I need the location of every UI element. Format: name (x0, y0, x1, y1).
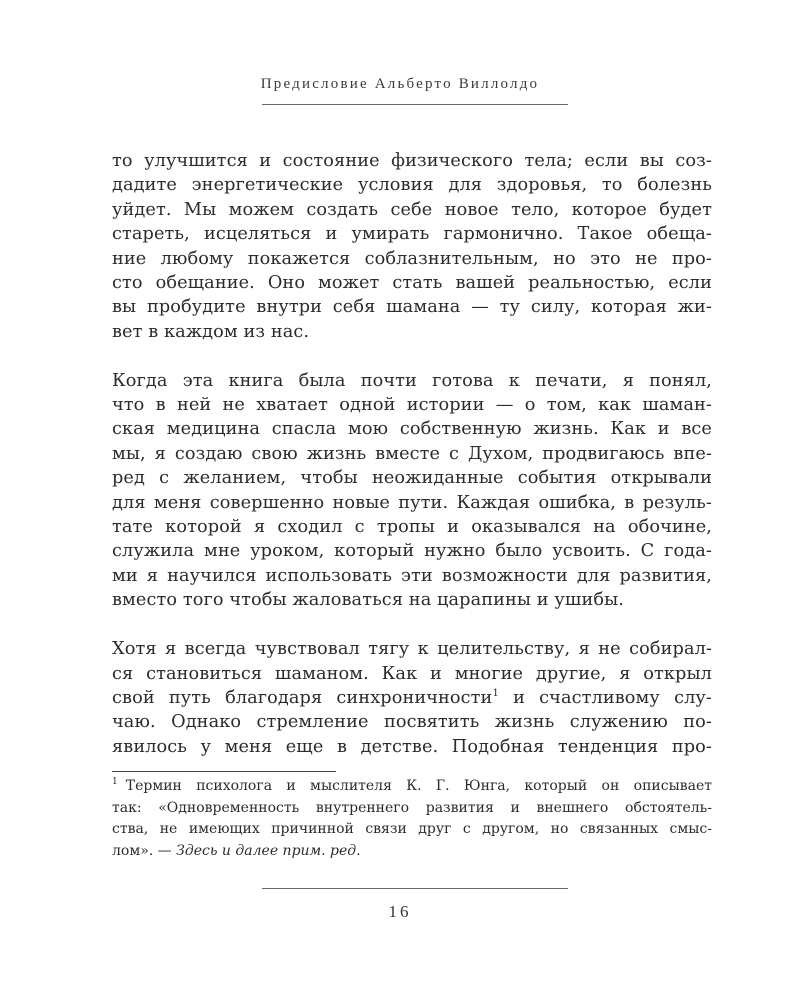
footnote-marker: 1 (112, 777, 118, 788)
footnote (112, 776, 712, 862)
text-line: ред с желанием, чтобы неожиданные события открывали (112, 468, 712, 489)
text-line: что в ней не хватает одной истории — о том, как шаман- (112, 395, 712, 416)
text-line: вместо того чтобы жаловаться на царапины и ушибы. (112, 590, 625, 611)
text-line: стареть, исцеляться и умирать гармонично. Такое обеща- (112, 224, 712, 245)
footnote-line: так: «Одновременность внутреннего развития и внешнего обстоятель- (112, 799, 712, 816)
paragraph-3 (112, 637, 712, 759)
text-fragment: свой путь благодаря синхроничности (112, 687, 493, 708)
text-line: чаю. Однако стремление посвятить жизнь служению по- (112, 712, 712, 733)
text-line: вы пробудите внутри себя шамана — ту силу, которая жи- (112, 297, 712, 318)
text-line: Хотя я всегда чувствовал тягу к целительству, я не собирал- (112, 639, 712, 660)
text-line: сто обещание. Оно может стать вашей реальностью, если (112, 273, 712, 294)
text-line-with-footnote-ref (112, 686, 712, 710)
text-line: ся становиться шаманом. Как и многие другие, я открыл (112, 663, 712, 684)
footnote-line (112, 841, 712, 863)
paragraph-1 (112, 149, 712, 344)
footnote-line (112, 776, 712, 798)
text-line: вет в каждом из нас. (112, 321, 310, 342)
text-line: дадите энергетические условия для здоровья, то болезнь (112, 175, 712, 196)
text-line: ми я научился использовать эти возможности для развития, (112, 565, 712, 586)
running-head: Предисловие Альберто Виллолдо (260, 76, 540, 92)
paragraph-2 (112, 369, 712, 613)
text-line: служила мне уроком, который нужно было усвоить. С года- (112, 541, 712, 562)
footnote-reference[interactable]: 1 (492, 688, 499, 700)
footnote-divider (112, 771, 336, 772)
text-line: то улучшится и состояние физического тела; если вы соз- (112, 151, 712, 171)
footnote-line: ства, не имеющих причинной связи друг с другом, но связанных смыс- (112, 821, 712, 837)
editor-note: Здесь и далее прим. ред. (176, 842, 361, 859)
footer-divider (262, 888, 568, 889)
text-line: мы, я создаю свою жизнь вместе с Духом, продвигаюсь впе- (112, 443, 712, 464)
footnote-text: лом». — (112, 842, 177, 859)
text-line: уйдет. Мы можем создать себе новое тело, которое будет (112, 199, 712, 220)
header-divider (262, 104, 568, 105)
page-number: 16 (388, 902, 412, 921)
text-fragment: и счастливому слу- (498, 687, 712, 708)
text-line: для меня совершенно новые пути. Каждая ошибка, в резуль- (112, 492, 712, 513)
text-line: ние любому покажется соблазнительным, но это не про- (112, 248, 712, 269)
main-text (112, 149, 712, 784)
text-line: явилось у меня еще в детстве. Подобная тенденция про- (112, 736, 712, 757)
text-line: Когда эта книга была почти готова к печати, я понял, (112, 370, 712, 391)
text-line: тате которой я сходил с тропы и оказывался на обочине, (112, 517, 712, 538)
text-line: ская медицина спасла мою собственную жизнь. Как и все (112, 419, 712, 440)
footnote-text: Термин психолога и мыслителя К. Г. Юнга, который он описывает (125, 778, 712, 794)
